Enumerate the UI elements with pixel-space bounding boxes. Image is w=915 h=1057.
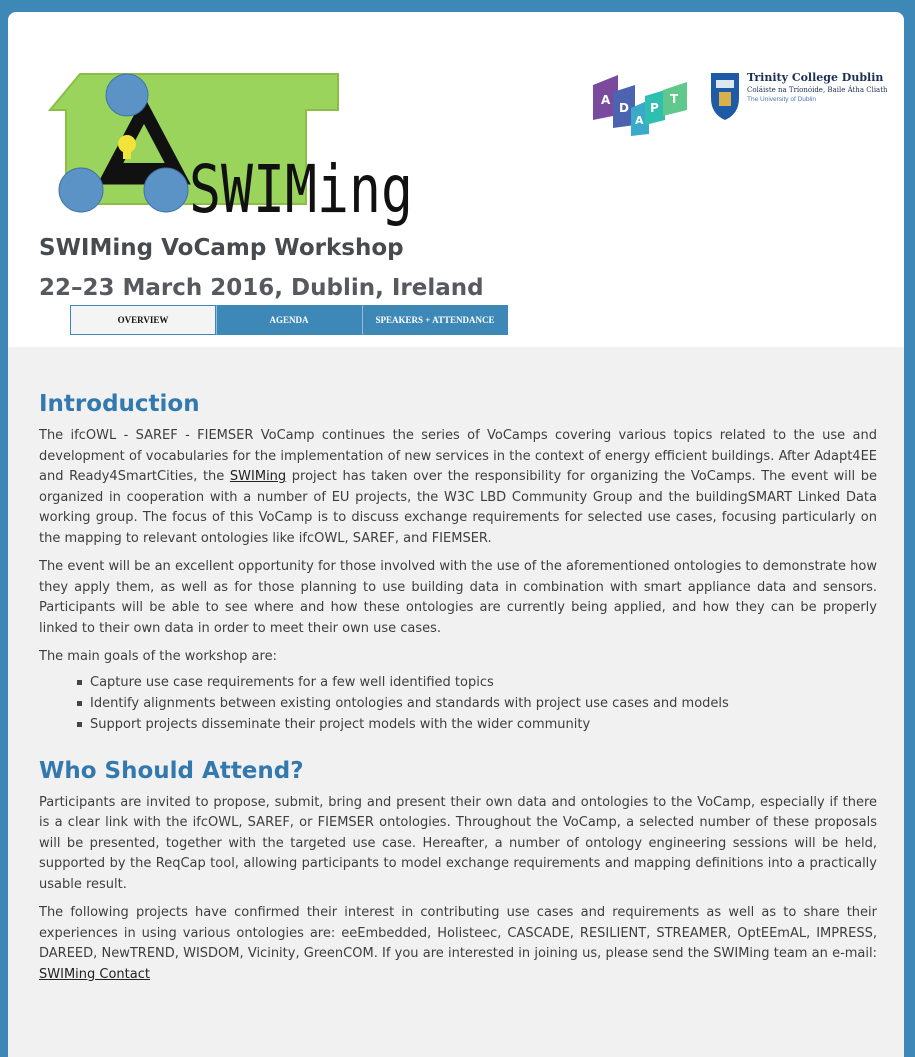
tab-speakers-attendance[interactable]: SPEAKERS + ATTENDANCE — [362, 305, 508, 335]
attend-paragraph-1: Participants are invited to propose, submit, bring and present their own data and ontologies to the VoCamp, especially if there is a clear link with the ifcOWL, SAREF, or FIEMSER ontologies. Throughout the VoCamp, a selected number of these proposals will be presented, together with the targeted use case. Hereafter, a number of ontology engineering sessions will be held, supported by the ReqCap tool, allowing participants to model exchange requirements and mapping definitions into a practically usable result. — [39, 794, 877, 892]
introduction-heading: Introduction — [39, 391, 200, 417]
tab-overview[interactable]: OVERVIEW — [70, 305, 216, 335]
tcd-subtitle: The University of Dublin — [747, 96, 816, 103]
svg-text:P: P — [650, 101, 659, 115]
main-content — [8, 347, 904, 1057]
swiming-contact-link[interactable]: SWIMing Contact — [39, 966, 150, 982]
tab-bar — [70, 305, 508, 335]
attend-paragraph-2: The following projects have confirmed their interest in contributing use cases and requirements as well as to share their experiences in using various ontologies are: eeEmbedded, Holisteec, CASCADE, RESILIENT, STREAMER, OptEEmAL, IMPRESS, DAREED, NewTREND, WISDOM, Vicinity, GreenCOM. If you are interested in joining us, please send the SWIMing team an e-mail: SWIMing Contact — [39, 905, 877, 982]
tcd-name: Trinity College Dublin — [747, 71, 884, 84]
intro-paragraph-1: The ifcOWL - SAREF - FIEMSER VoCamp continues the series of VoCamps covering various topics related to the use and development of vocabularies for the implementation of new services in the context of energy efficient buildings. After Adapt4EE and Ready4SmartCities, the SWIMing project has taken over the responsibility for organizing the VoCamps. The event will be organized in cooperation with a number of EU projects, the W3C LBD Community Group and the buildingSMART Linked Data working group. The focus of this VoCamp is to discuss exchange requirements for selected use cases, focusing particularly on the mapping to relevant ontologies like ifcOWL, SAREF, and FIEMSER. — [39, 428, 878, 546]
list-item: Support projects disseminate their project models with the wider community — [90, 714, 877, 735]
intro-paragraph-2: The event will be an excellent opportunity for those involved with the use of the aforementioned ontologies to demonstrate how they apply them, as well as for those planning to use building data in combination with smart appliance data and sensors. Participants will be able to see where and how these ontologies are currently being applied, and how they can be properly linked to their own data in order to meet their own use cases. — [39, 559, 877, 636]
svg-text:A: A — [635, 114, 644, 127]
svg-text:A: A — [601, 93, 611, 107]
page-card — [8, 12, 904, 1057]
page-header — [8, 12, 904, 342]
goals-intro: The main goals of the workshop are: — [39, 649, 277, 664]
tcd-irish-name: Coláiste na Tríonóide, Baile Átha Cliath — [747, 86, 888, 94]
swiming-link[interactable]: SWIMing — [229, 469, 287, 484]
list-item: Capture use case requirements for a few well identified topics — [90, 672, 877, 693]
goals-list — [39, 672, 877, 735]
tab-agenda[interactable]: AGENDA — [216, 305, 362, 335]
list-item: Identify alignments between existing ontologies and standards with project use cases and models — [90, 693, 877, 714]
who-should-attend-heading: Who Should Attend? — [39, 757, 304, 784]
svg-text:T: T — [670, 92, 679, 106]
event-date: 22–23 March 2016, Dublin, Ireland — [39, 275, 484, 301]
swiming-logo — [38, 72, 418, 228]
logo-wordmark: SWIMing — [189, 151, 413, 228]
svg-text:D: D — [619, 101, 629, 115]
page-title: SWIMing VoCamp Workshop — [39, 235, 404, 261]
